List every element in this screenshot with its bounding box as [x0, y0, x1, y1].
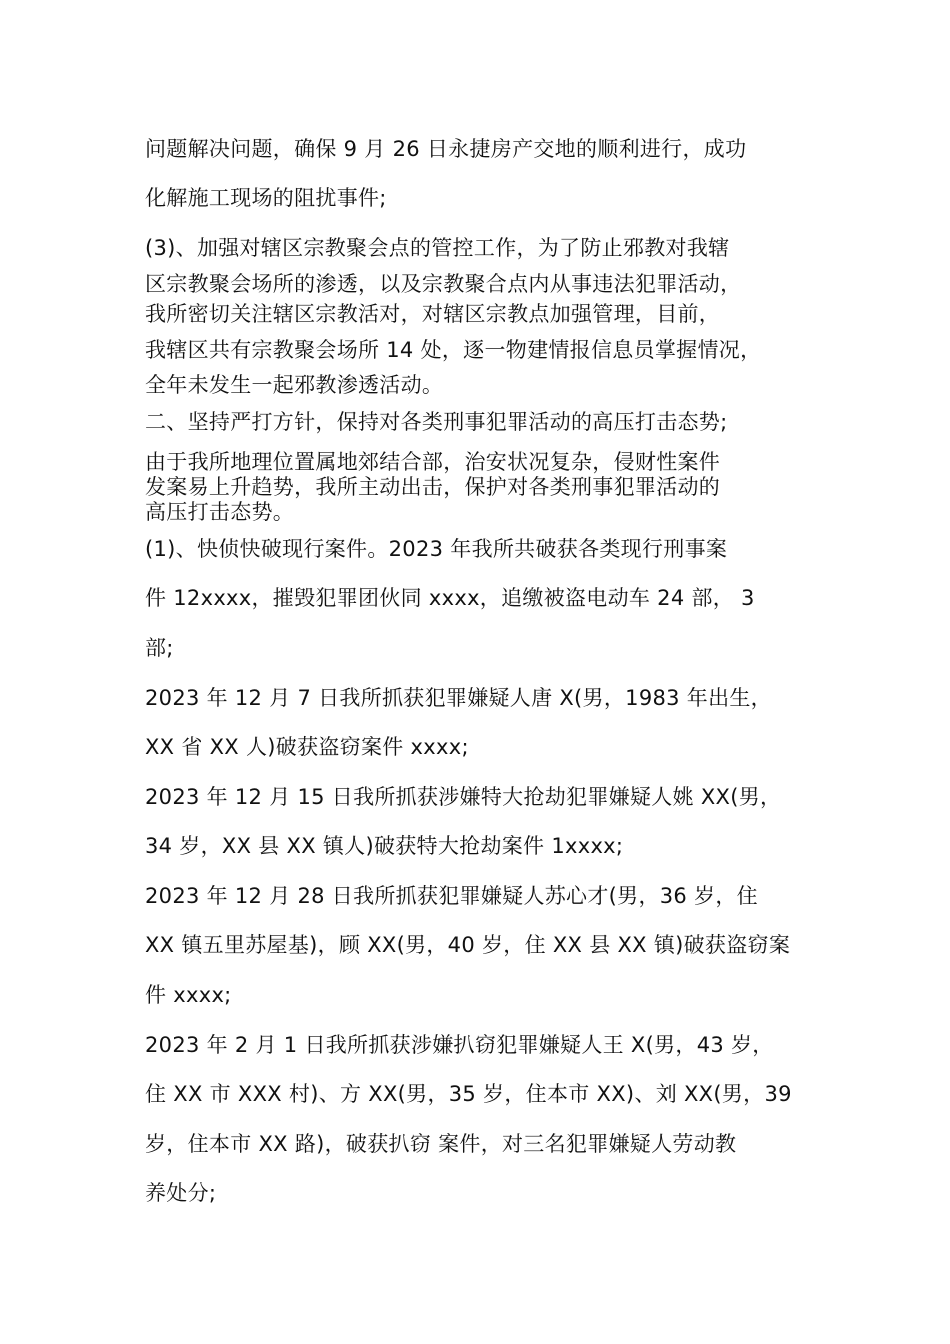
text-line: XX 镇五里苏屋基)，顾 XX(男，40 岁，住 XX 县 XX 镇)破获盗窃案 — [145, 933, 791, 957]
text-line: 我辖区共有宗教聚会场所 14 处，逐一物建情报信息员掌握情况， — [145, 338, 762, 362]
text-line: 住 XX 市 XXX 村)、方 XX(男，35 岁，住本市 XX)、刘 XX(男，39 — [145, 1082, 792, 1106]
text-line: 全年未发生一起邪教渗透活动。 — [145, 373, 444, 397]
text-line: (1)、快侦快破现行案件。2023 年我所共破获各类现行刑事案 — [145, 537, 728, 561]
text-line: 高压打击态势。 — [145, 500, 295, 524]
text-line: 我所密切关注辖区宗教活对，对辖区宗教点加强管理，目前， — [145, 302, 721, 326]
text-line: 2023 年 12 月 7 日我所抓获犯罪嫌疑人唐 X(男，1983 年出生， — [145, 686, 772, 710]
text-line: 岁，住本市 XX 路)，破获扒窃 案件，对三名犯罪嫌疑人劳动教 — [145, 1132, 737, 1156]
text-line: 问题解决问题，确保 9 月 26 日永捷房产交地的顺利进行，成功 — [145, 137, 747, 161]
text-line: 由于我所地理位置属地郊结合部，治安状况复杂，侵财性案件 — [145, 450, 721, 474]
text-line: 养处分; — [145, 1181, 217, 1205]
text-line: 区宗教聚会场所的渗透，以及宗教聚合点内从事违法犯罪活动， — [145, 272, 742, 296]
text-line: 化解施工现场的阻扰事件; — [145, 186, 387, 210]
text-line: 件 12xxxx，摧毁犯罪团伙同 xxxx，追缴被盗电动车 24 部， 3 — [145, 586, 755, 610]
text-line: 发案易上升趋势，我所主动出击，保护对各类刑事犯罪活动的 — [145, 475, 721, 499]
text-line: 2023 年 12 月 15 日我所抓获涉嫌特大抢劫犯罪嫌疑人姚 XX(男， — [145, 785, 782, 809]
text-line: 2023 年 12 月 28 日我所抓获犯罪嫌疑人苏心才(男，36 岁，住 — [145, 884, 758, 908]
text-line: 二、坚持严打方针，保持对各类刑事犯罪活动的高压打击态势; — [145, 410, 728, 434]
text-line: 件 xxxx; — [145, 983, 232, 1007]
text-line: 34 岁，XX 县 XX 镇人)破获特大抢劫案件 1xxxx; — [145, 834, 624, 858]
text-line: 部; — [145, 636, 174, 660]
text-line: 2023 年 2 月 1 日我所抓获涉嫌扒窃犯罪嫌疑人王 X(男，43 岁， — [145, 1033, 774, 1057]
text-line: (3)、加强对辖区宗教聚会点的管控工作，为了防止邪教对我辖 — [145, 236, 730, 260]
text-line: XX 省 XX 人)破获盗窃案件 xxxx; — [145, 735, 469, 759]
